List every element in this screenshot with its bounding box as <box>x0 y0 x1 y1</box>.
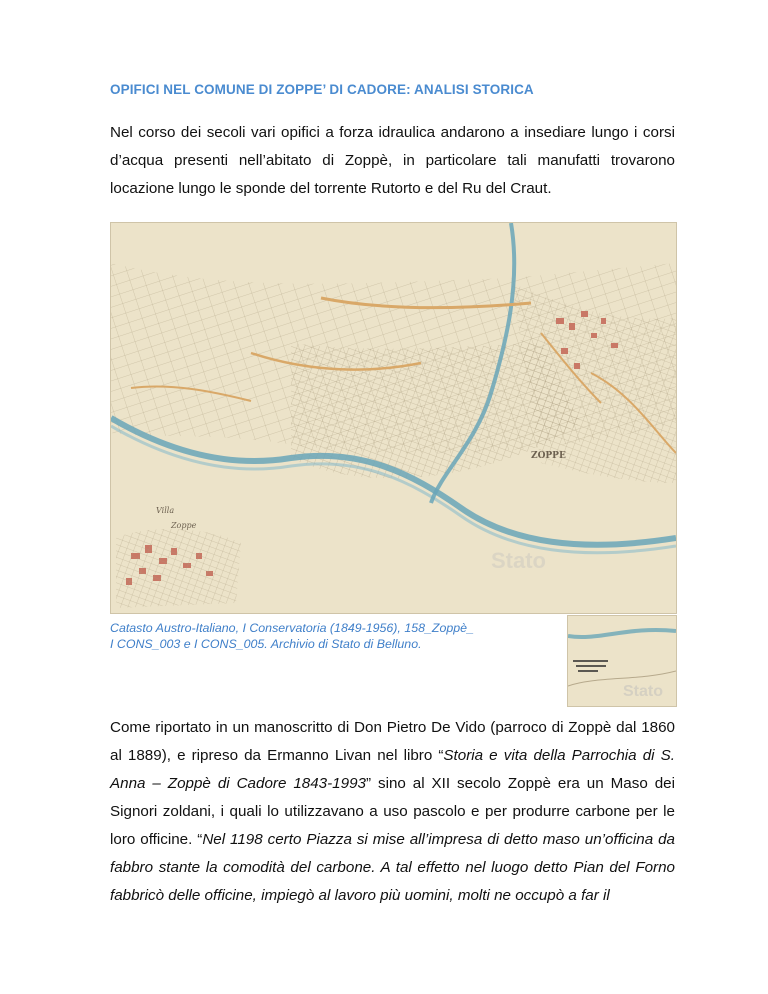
map-label-west-2: Zoppe <box>171 521 197 530</box>
map-watermark: Stato <box>491 548 546 573</box>
intro-paragraph: Nel corso dei secoli vari opifici a forza idraulica andarono a insediare lungo i corsi d’acqua presenti nell’abitato di Zoppè, in particolare tali manufatti trovarono locazione lungo le sponde del torrente Rutorto e del Ru del Craut. <box>110 124 675 197</box>
cadastral-map-image <box>110 222 677 614</box>
map-drawing <box>111 223 676 613</box>
history-paragraph <box>110 714 675 910</box>
image-caption <box>110 620 560 652</box>
history-text-1: Come riportato in un manoscritto di Don Pietro De Vido (parroco di Zoppè dal 1860 al 1889), e ripreso da Ermanno Livan nel libro “ <box>110 719 675 764</box>
inset-map-image <box>567 615 677 707</box>
inset-drawing <box>568 616 676 706</box>
caption-line-1: Catasto Austro-Italiano, I Conservatoria (1849-1956), 158_Zoppè_ <box>110 621 474 635</box>
historical-quote: Nel 1198 certo Piazza si mise all’impresa di detto maso un’officina da fabbro stante la comodità del carbone. A tal effetto nel luogo detto Pian del Forno fabbricò delle officine, impiegò al lavoro più uomini, molti ne occupò a far il <box>110 831 675 904</box>
southwest-parcels <box>116 529 241 608</box>
map-label-town: ZOPPE <box>531 451 566 461</box>
book-title: Storia e vita della Parrochia di S. Anna – Zoppè di Cadore 1843-1993 <box>110 747 675 792</box>
inset-watermark: Stato <box>623 683 663 700</box>
caption-line-2: I CONS_003 e I CONS_005. Archivio di Stato di Belluno. <box>110 637 422 651</box>
page-title: OPIFICI NEL COMUNE DI ZOPPE’ DI CADORE: ANALISI STORICA <box>110 82 534 97</box>
map-label-west: Villa <box>156 506 175 515</box>
history-text-2: ” sino al XII secolo Zoppè era un Maso dei Signori zoldani, i quali lo utilizzavano a uso pascolo e per produrre carbone per le loro officine. “ <box>110 775 675 848</box>
